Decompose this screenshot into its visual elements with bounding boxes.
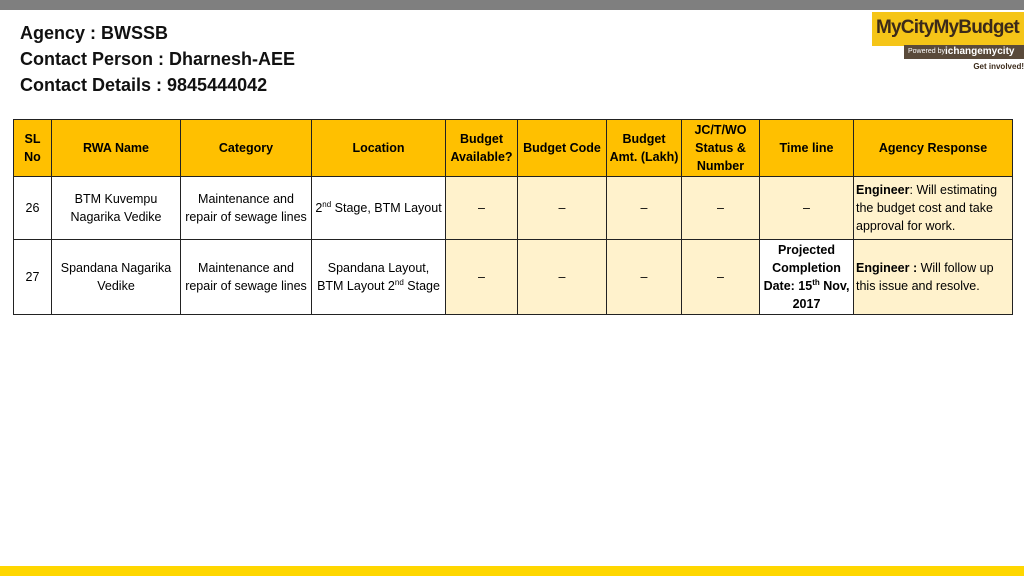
logo-powered-by: Powered by — [908, 48, 945, 55]
cell-time-line — [760, 177, 854, 240]
col-sl-no: SL No — [14, 120, 52, 177]
col-time-line: Time line — [760, 120, 854, 177]
location-text-end: Stage, BTM Layout — [331, 201, 442, 215]
location-text: Spandana Layout, BTM Layout 2 — [317, 261, 430, 293]
cell-rwa: Spandana Nagarika Vedike — [52, 240, 181, 315]
response-label: Engineer — [856, 183, 910, 197]
timeline-text-end: Nov, 2017 — [792, 279, 850, 311]
contact-details-label: Contact Details : 9845444042 — [20, 75, 268, 95]
response-label: Engineer : — [856, 261, 918, 275]
col-budget-code: Budget Code — [518, 120, 607, 177]
timeline-text: – — [803, 201, 810, 215]
cell-agency-response — [854, 177, 1013, 240]
rwa-table — [13, 119, 1013, 315]
logo-brand: ichangemycity — [945, 46, 1015, 57]
agency-label: Agency : BWSSB — [20, 23, 169, 43]
logo-band — [904, 45, 1024, 59]
contact-person-label: Contact Person : Dharnesh-AEE — [20, 49, 296, 69]
cell-rwa: BTM Kuvempu Nagarika Vedike — [52, 177, 181, 240]
cell-time-line — [760, 240, 854, 315]
cell-location — [312, 177, 446, 240]
cell-category: Maintenance and repair of sewage lines — [181, 240, 312, 315]
cell-budget-code: – — [518, 177, 607, 240]
cell-budget-available: – — [446, 177, 518, 240]
location-text-end: Stage — [403, 279, 440, 293]
cell-sl: 27 — [14, 240, 52, 315]
table-row — [14, 240, 1013, 315]
logo-tagline: Get involved! — [973, 62, 1024, 71]
mycitymybudget-logo — [872, 12, 1024, 74]
col-category: Category — [181, 120, 312, 177]
location-sup: nd — [322, 199, 332, 209]
cell-status: – — [682, 240, 760, 315]
col-status: JC/T/WO Status & Number — [682, 120, 760, 177]
table-row — [14, 177, 1013, 240]
cell-budget-available: – — [446, 240, 518, 315]
cell-category: Maintenance and repair of sewage lines — [181, 177, 312, 240]
col-agency-response: Agency Response — [854, 120, 1013, 177]
bottom-bar — [0, 566, 1024, 576]
location-sup: nd — [394, 277, 404, 287]
cell-budget-amt: – — [607, 240, 682, 315]
col-rwa-name: RWA Name — [52, 120, 181, 177]
logo-box — [872, 12, 1024, 46]
response-text: Will follow up this issue and resolve. — [856, 261, 994, 293]
contact-header — [20, 20, 295, 98]
cell-budget-amt: – — [607, 177, 682, 240]
cell-budget-code: – — [518, 240, 607, 315]
table-header-row — [14, 120, 1013, 177]
cell-location — [312, 240, 446, 315]
top-bar — [0, 0, 1024, 10]
cell-agency-response — [854, 240, 1013, 315]
col-budget-amt: Budget Amt. (Lakh) — [607, 120, 682, 177]
timeline-sup: th — [812, 277, 820, 287]
logo-title: MyCityMyBudget — [876, 17, 1019, 38]
cell-sl: 26 — [14, 177, 52, 240]
col-budget-available: Budget Available? — [446, 120, 518, 177]
response-text: : Will estimating the budget cost and take approval for work. — [856, 183, 998, 233]
cell-status: – — [682, 177, 760, 240]
col-location: Location — [312, 120, 446, 177]
location-text: 2 — [315, 201, 323, 215]
timeline-text: Projected Completion Date: 15 — [763, 243, 841, 293]
